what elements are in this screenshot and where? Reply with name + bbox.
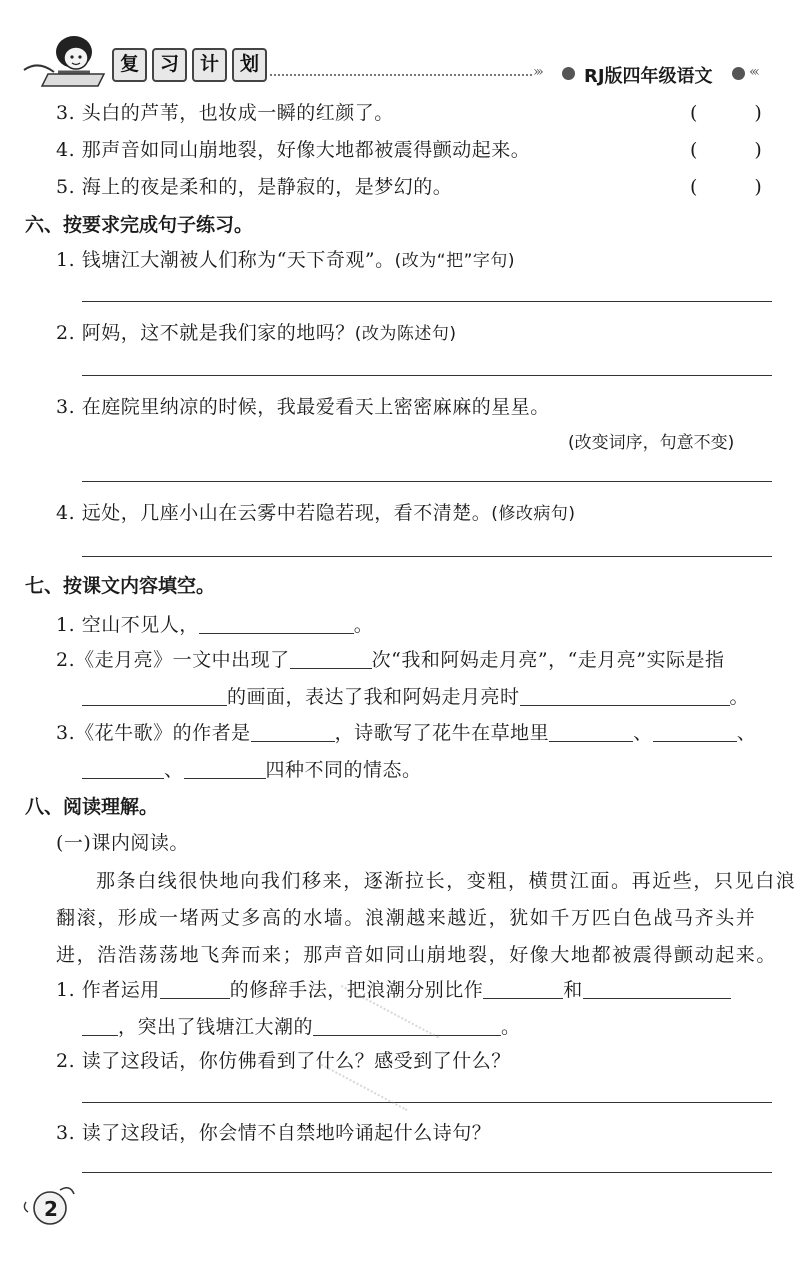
s7-q2-blank-1[interactable] (290, 650, 372, 669)
s7-q1-blank[interactable] (199, 615, 354, 634)
section-7-title: 七、按课文内容填空。 (25, 575, 216, 597)
s7-q3-line2: 、 四种不同的情态。 (82, 755, 422, 782)
s5-item-5: 5. 海上的夜是柔和的，是静寂的，是梦幻的。 (56, 176, 453, 198)
page-number-badge (20, 1180, 80, 1230)
section-8-title: 八、阅读理解。 (25, 796, 159, 818)
s7-q1: 1. 空山不见人， 。 (56, 614, 374, 636)
s8-q1-line1: 1. 作者运用 的修辞手法，把浪潮分别比作 和 (56, 975, 731, 1002)
edition-label: RJ版四年级语文 (584, 66, 713, 87)
s8-q3-answer-line[interactable] (82, 1172, 772, 1173)
s7-q3-line1: 3.《花牛歌》的作者是 ，诗歌写了花牛在草地里 、 、 (56, 722, 757, 744)
passage-line-2: 翻滚，形成一堵两丈多高的水墙。浪潮越来越近，犹如千万匹白色战马齐头并 (56, 907, 757, 929)
s6-q2-answer-line[interactable] (82, 375, 772, 376)
s5-answer-4[interactable]: ( ) (690, 139, 762, 161)
s6-q4-answer-line[interactable] (82, 556, 772, 557)
header-mascot (18, 30, 110, 90)
s7-q3-blank-3[interactable] (653, 723, 737, 742)
s6-q2: 2. 阿妈，这不就是我们家的地吗？(改为陈述句) (56, 322, 457, 344)
s6-q3: 3. 在庭院里纳凉的时候，我最爱看天上密密麻麻的星星。 (56, 396, 550, 418)
s8-q1-blank-2[interactable] (483, 980, 563, 999)
s5-answer-5[interactable]: ( ) (690, 176, 762, 198)
series-title (112, 48, 277, 80)
s8-q1-line2: ，突出了钱塘江大潮的 。 (82, 1012, 521, 1039)
s7-q3-blank-2[interactable] (549, 723, 633, 742)
s8-q1-blank-1[interactable] (160, 980, 230, 999)
series-char-3: 计 (192, 48, 227, 82)
section-6-title: 六、按要求完成句子练习。 (25, 214, 254, 236)
passage-line-3: 进，浩浩荡荡地飞奔而来；那声音如同山崩地裂，好像大地都被震得颤动起来。 (56, 944, 778, 966)
s6-q3-answer-line[interactable] (82, 481, 772, 482)
page-number: 2 (44, 1197, 58, 1221)
s8-q2-answer-line[interactable] (82, 1102, 772, 1103)
s7-q3-blank-5[interactable] (184, 760, 266, 779)
s7-q2-blank-3[interactable] (520, 687, 730, 706)
header-divider (270, 74, 532, 76)
s6-q3-note: (改变词序，句意不变) (568, 433, 735, 453)
s6-q4: 4. 远处，几座小山在云雾中若隐若现，看不清楚。(修改病句) (56, 502, 576, 524)
dot-left-icon (562, 67, 575, 80)
s7-q3-blank-4[interactable] (82, 760, 164, 779)
s8-q2: 2. 读了这段话，你仿佛看到了什么？感受到了什么？ (56, 1050, 511, 1072)
s6-q1: 1. 钱塘江大潮被人们称为“天下奇观”。(改为“把”字句) (56, 249, 516, 271)
s7-q2-line2: 的画面，表达了我和阿妈走月亮时 。 (82, 682, 749, 709)
series-char-2: 习 (152, 48, 187, 82)
s8-q1-blank-3[interactable] (583, 980, 731, 999)
s7-q3-blank-1[interactable] (251, 723, 335, 742)
chevrons-left-icon: ››› (533, 64, 541, 80)
s5-answer-3[interactable]: ( ) (690, 102, 762, 124)
series-char-1: 复 (112, 48, 147, 82)
series-char-4: 划 (232, 48, 267, 82)
s5-item-3: 3. 头白的芦苇，也妆成一瞬的红颜了。 (56, 102, 394, 124)
s6-q1-answer-line[interactable] (82, 301, 772, 302)
passage-line-1: 那条白线很快地向我们移来，逐渐拉长，变粗，横贯江面。再近些，只见白浪 (96, 870, 797, 892)
chevrons-right-icon: ‹‹‹ (749, 64, 757, 80)
s8-q3: 3. 读了这段话，你会情不自禁地吟诵起什么诗句？ (56, 1122, 492, 1144)
s7-q2-line1: 2.《走月亮》一文中出现了 次“我和阿妈走月亮”，“走月亮”实际是指 (56, 649, 725, 671)
dot-right-icon (732, 67, 745, 80)
s7-q2-blank-2[interactable] (82, 687, 227, 706)
s5-item-4: 4. 那声音如同山崩地裂，好像大地都被震得颤动起来。 (56, 139, 531, 161)
s8-part-label: (一)课内阅读。 (56, 832, 189, 854)
s8-q1-blank-4[interactable] (82, 1017, 118, 1036)
